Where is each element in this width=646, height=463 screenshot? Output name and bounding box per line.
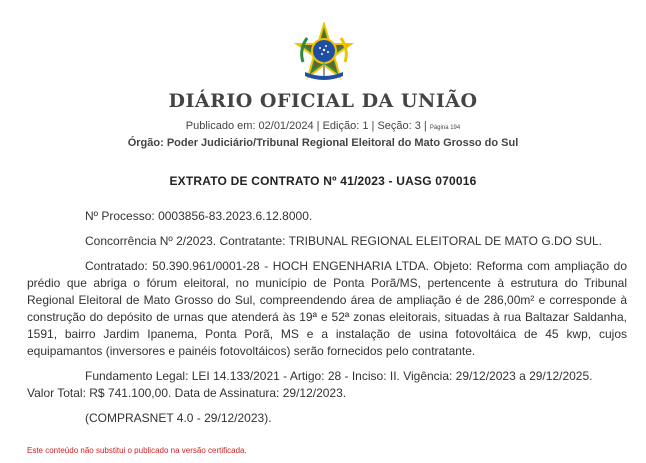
legal-basis: Fundamento Legal: LEI 14.133/2021 - Artigo: 28 - Inciso: II. Vigência: 29/12/2023 a 29/12/2025. <box>85 369 593 383</box>
document-heading: EXTRATO DE CONTRATO Nº 41/2023 - UASG 070016 <box>169 174 477 188</box>
brazil-coat-of-arms-icon <box>293 22 355 84</box>
document-body <box>27 208 627 435</box>
section: Seção: 3 <box>377 120 421 132</box>
published-date: Publicado em: 02/01/2024 <box>185 120 314 132</box>
edition: Edição: 1 <box>322 120 369 132</box>
separator: | <box>423 120 430 132</box>
certification-disclaimer: Este conteúdo não substitui o publicado na versão certificada. <box>27 446 247 455</box>
contractor-paragraph: Contratado: 50.390.961/0001-28 - HOCH ENGENHARIA LTDA. Objeto: Reforma com ampliação do prédio que abriga o fórum eleitoral, no município de Ponta Porã/MS, pertencente à estrutura do Tribunal Regional Eleitoral de Mato Grosso do Sul, compreendendo área de ampliação é de 286,00m² e corresponde à construção do depósito de urnas que atenderá às 19ª e 52ª zonas eleitorais, situadas à rua Baltazar Saldanha, 1591, bairro Jardim Ipanema, Ponta Porã, MS e a instalação de usina fotovoltáica de 45 kwp, cujos equipamantos (inversores e painéis fotovoltáicos) serão fornecidos pelo contratante. <box>27 259 627 358</box>
separator: | <box>316 120 323 132</box>
page-number: Página 194 <box>429 125 461 131</box>
publication-title: DIÁRIO OFICIAL DA UNIÃO <box>168 90 478 112</box>
bidding-info: Concorrência Nº 2/2023. Contratante: TRIBUNAL REGIONAL ELEITORAL DE MATO G.DO SUL. <box>85 234 603 248</box>
publication-info <box>0 120 646 132</box>
issuing-organ: Órgão: Poder Judiciário/Tribunal Regional Eleitoral do Mato Grosso do Sul <box>127 137 519 149</box>
process-number: Nº Processo: 0003856-83.2023.6.12.8000. <box>85 209 313 223</box>
separator: | <box>371 120 378 132</box>
total-value: Valor Total: R$ 741.100,00. Data de Assinatura: 29/12/2023. <box>27 386 347 400</box>
comprasnet-reference: (COMPRASNET 4.0 - 29/12/2023). <box>85 411 272 425</box>
